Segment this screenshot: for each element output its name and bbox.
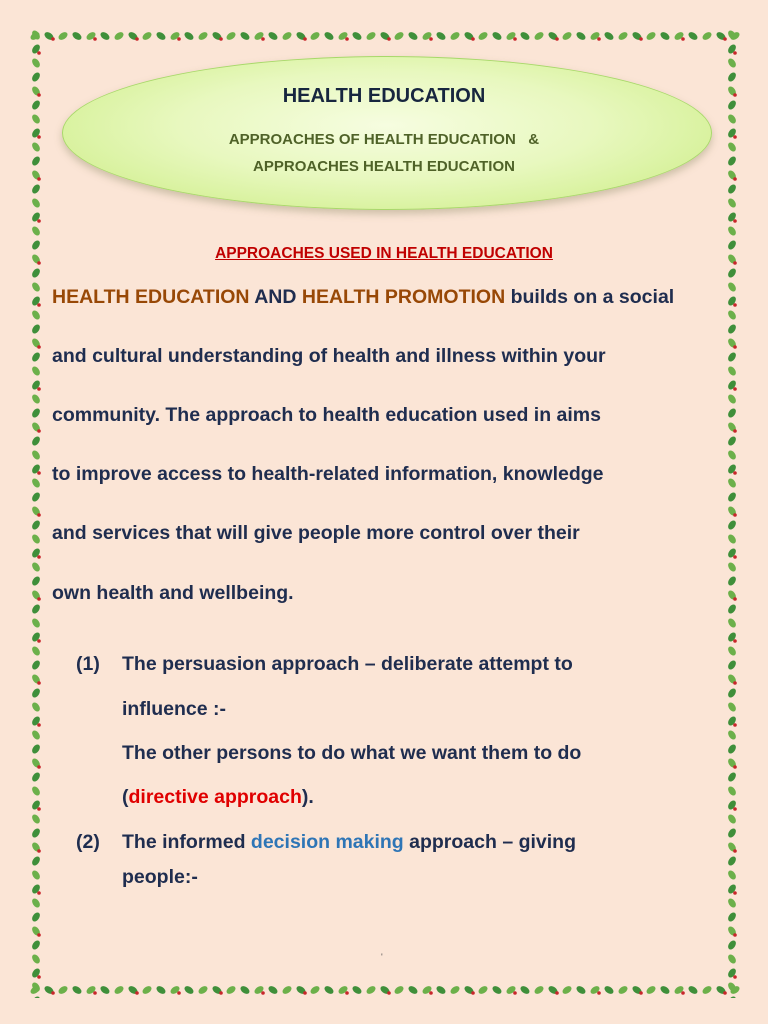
list-item-1-line-1: The persuasion approach – deliberate attempt to: [122, 653, 573, 675]
intro-line-2: and cultural understanding of health and illness within your: [52, 345, 606, 367]
intro-and: AND: [249, 286, 302, 308]
term-health-promotion: HEALTH PROMOTION: [301, 286, 506, 308]
page-subtitle-line2: APPROACHES HEALTH EDUCATION: [253, 158, 515, 175]
holly-border-icon: [28, 28, 740, 44]
decision-making-highlight: decision making: [250, 831, 404, 853]
page-subtitle-line1: APPROACHES OF HEALTH EDUCATION &: [228, 131, 540, 148]
holly-border-icon: [28, 982, 740, 998]
list-item-1-line-3: The other persons to do what we want them to do: [122, 742, 582, 764]
list-item-2-line-1: [122, 831, 576, 854]
intro-line-1: [52, 286, 674, 309]
list-item-1-line-2: influence :-: [122, 698, 227, 720]
holly-border-bottom: [28, 982, 740, 998]
item-2-prefix: The informed: [122, 831, 251, 853]
directive-approach-highlight: directive approach: [128, 786, 302, 808]
paren-open: (: [122, 786, 129, 808]
list-number-1: (1): [76, 653, 100, 675]
intro-line-1-rest: builds on a social: [505, 286, 675, 308]
intro-line-5: and services that will give people more control over their: [52, 522, 580, 544]
section-heading: APPROACHES USED IN HEALTH EDUCATION: [215, 245, 553, 262]
footer-mark: ': [381, 952, 383, 962]
holly-border-top: [28, 28, 740, 44]
intro-line-6: own health and wellbeing.: [52, 582, 294, 604]
list-number-2: (2): [76, 831, 100, 853]
page-title: HEALTH EDUCATION: [282, 85, 486, 107]
intro-line-4: to improve access to health-related information, knowledge: [52, 463, 604, 485]
paren-close: ).: [301, 786, 314, 808]
list-item-2-line-2: people:-: [122, 866, 198, 888]
list-item-1-line-4: [122, 786, 314, 809]
intro-line-3: community. The approach to health education used in aims: [52, 404, 601, 426]
term-health-education: HEALTH EDUCATION: [52, 286, 250, 308]
item-2-suffix: approach – giving: [403, 831, 577, 853]
